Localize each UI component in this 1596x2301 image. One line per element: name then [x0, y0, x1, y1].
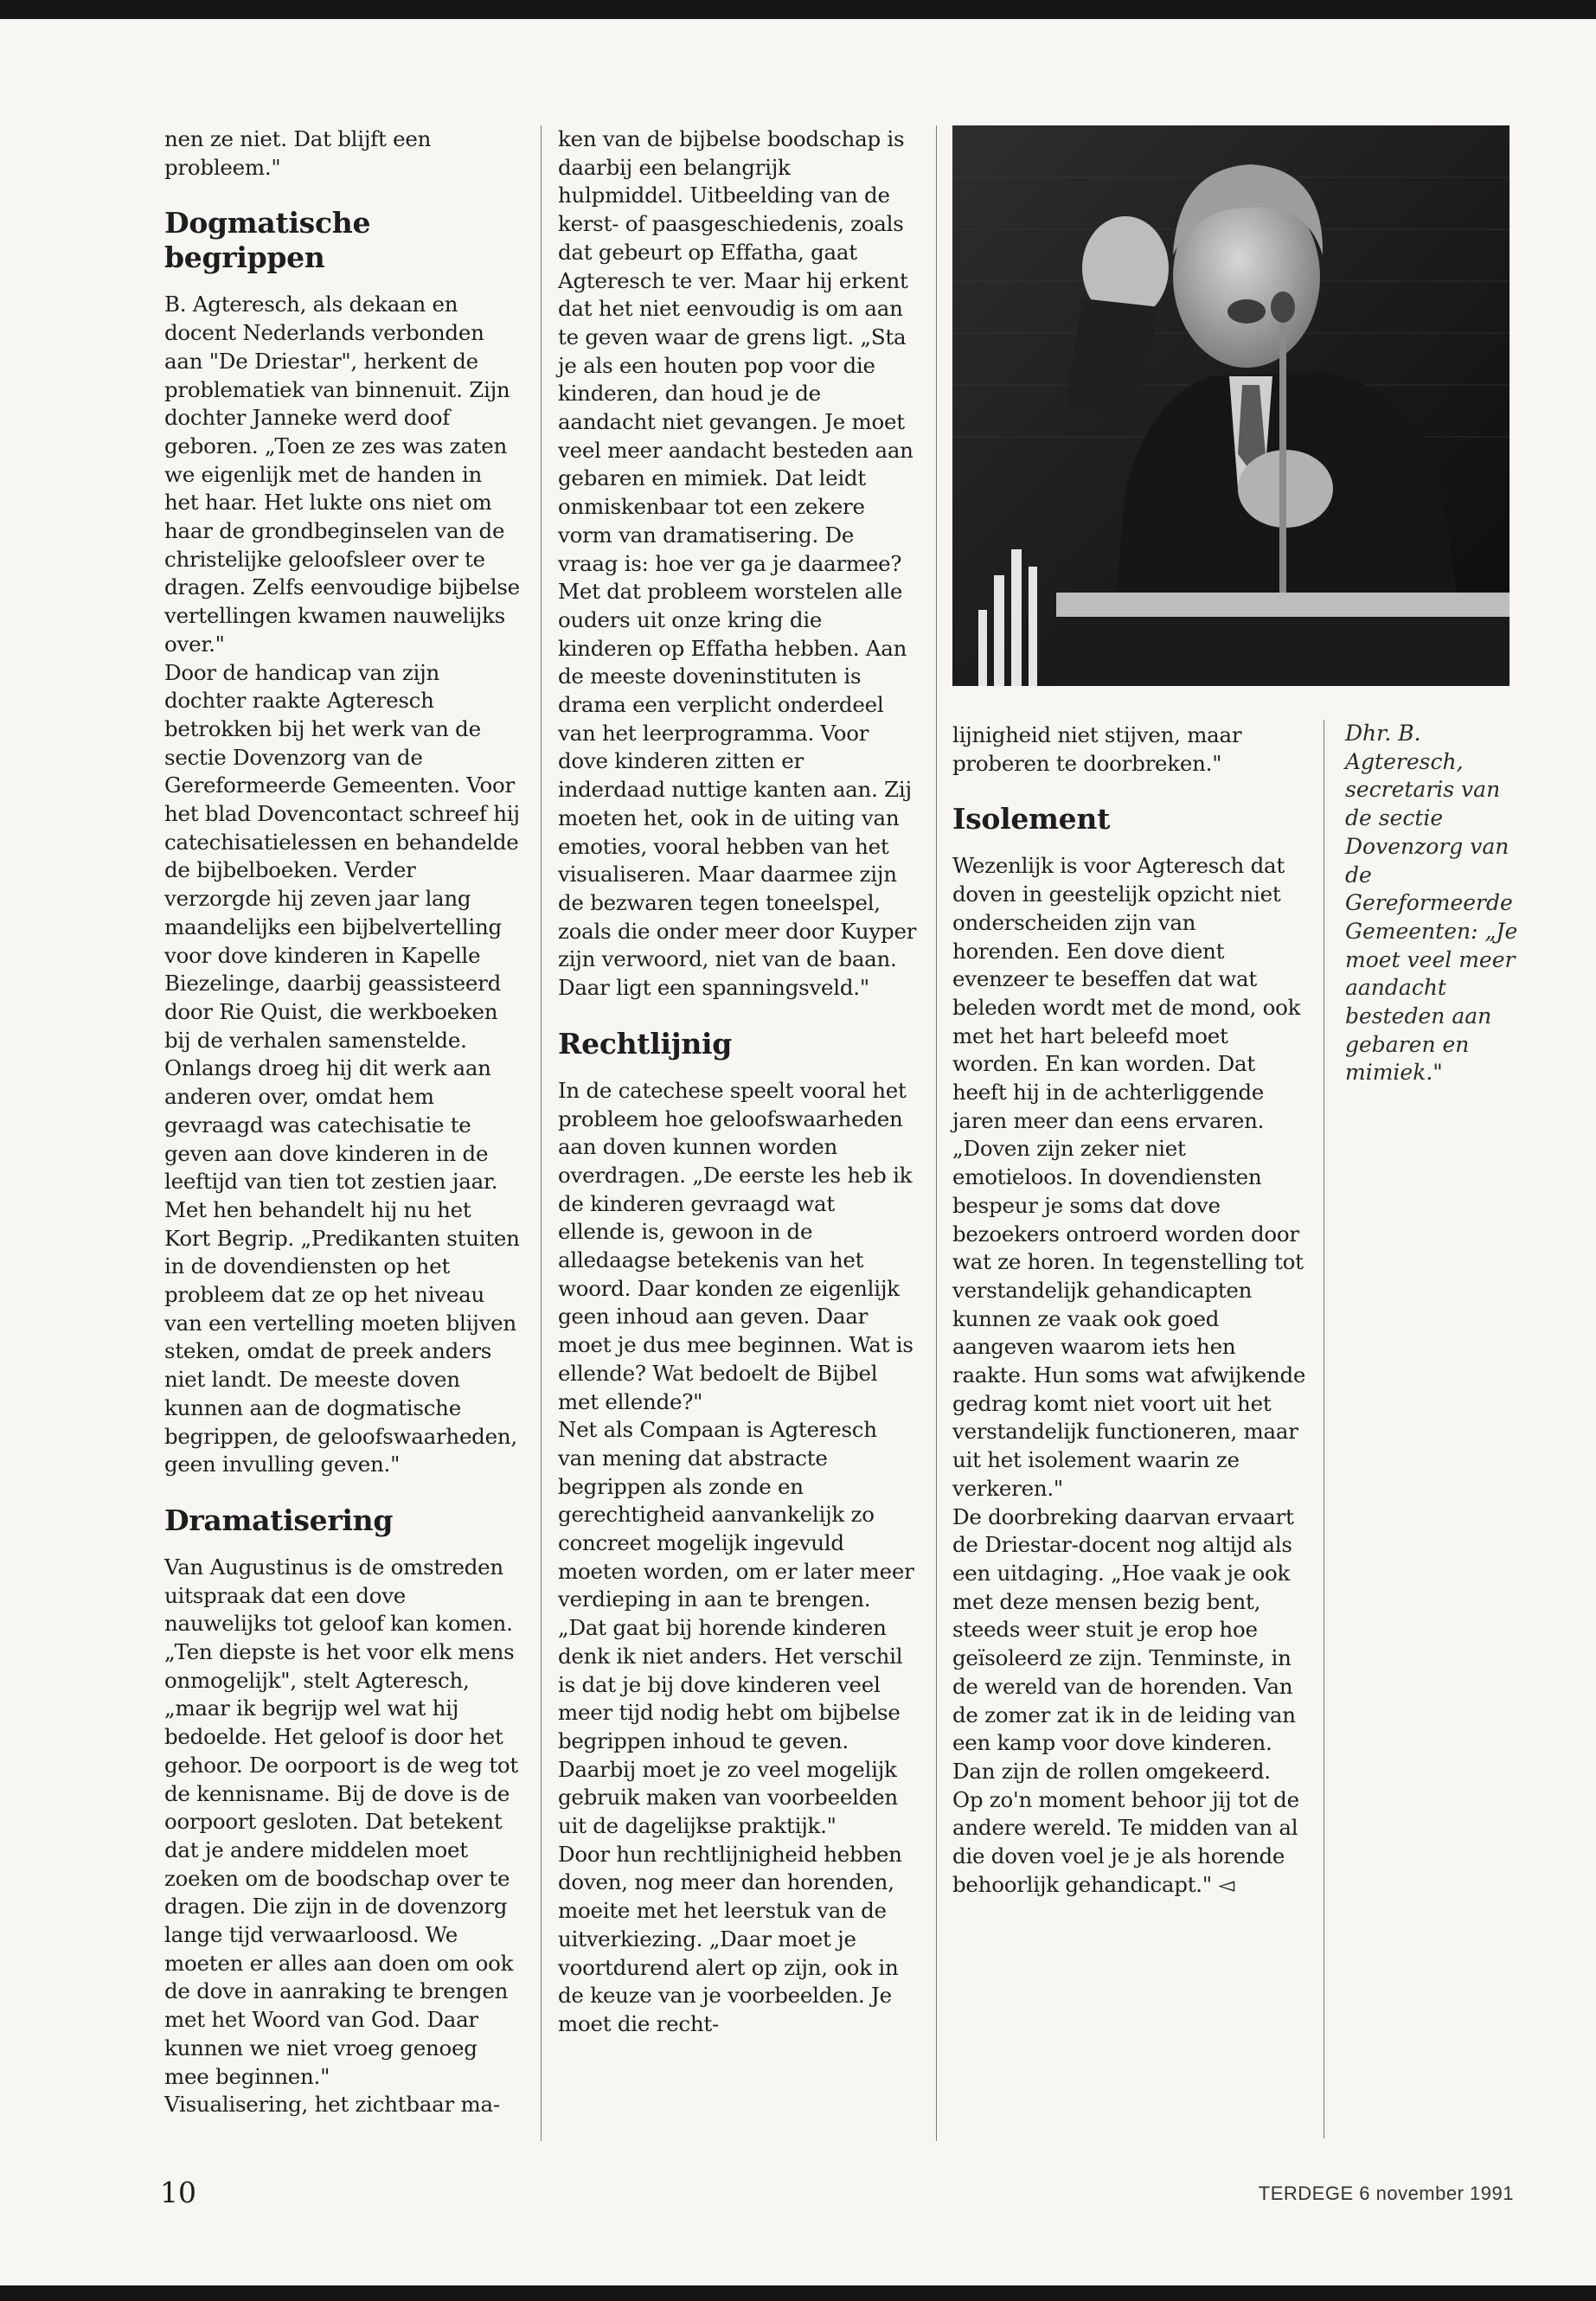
- article-paragraph: Van Augustinus is de omstreden uitspraak dat een dove nauwelijks tot geloof kan komen. „Ten diepste is het voor elk mens onmogelijk", stelt Agteresch, „maar ik begrijp wel wat hij bedoelde. Het geloof is door het gehoor. De oorpoort is de weg tot de kennisname. Bij de dove is de oorpoort gesloten. Dat betekent dat je andere middelen moet zoeken om de boodschap over te dragen. Die zijn in de dovenzorg lange tijd verwaarloosd. We moeten er alles aan doen om ook de dove in aanraking te brengen met het Woord van God. Daar kunnen we niet vroeg genoeg mee beginnen.": [164, 1554, 519, 2089]
- section-heading: Isolement: [952, 802, 1111, 836]
- article-paragraph: nen ze niet. Dat blijft een probleem.": [164, 126, 432, 180]
- photo-speaker-at-microphone-icon: [952, 125, 1509, 686]
- scan-bottom-border: [0, 2285, 1596, 2301]
- article-paragraph: De doorbreking daarvan ervaart de Driestar-docent nog altijd als een uitdaging. „Hoe vaak je ook met deze mensen bezig bent, steeds weer stuit je erop hoe geïsoleerd ze zijn. Tenminste, in de wereld van de horenden. Van de zomer zat ik in de leiding van een kamp voor dove kinderen. Dan zijn de rollen omgekeerd. Op zo'n moment behoor jij tot de andere wereld. Te midden van al die doven voel je je als horende behoorlijk gehandicapt." ◅: [952, 1503, 1299, 1897]
- section-heading: Rechtlijnig: [558, 1026, 733, 1061]
- article-paragraph: Door de handicap van zijn dochter raakte Agteresch betrokken bij het werk van de sectie Dovenzorg van de Gereformeerde Gemeenten. Voor het blad Dovencontact schreef hij catechisatielessen en behandelde de bijbelboeken. Verder verzorgde hij zeven jaar lang maandelijks een bijbelvertelling voor dove kinderen in Kapelle Biezelinge, daarbij geassisteerd door Rie Quist, die werkboeken bij de verhalen samenstelde. Onlangs droeg hij dit werk aan anderen over, omdat hem gevraagd was catechisatie te geven aan dove kinderen in de leeftijd van tien tot zestien jaar. Met hen behandelt hij nu het Kort Begrip. „Predikanten stuiten in de dovendiensten op het probleem dat ze op het niveau van een vertelling moeten blijven steken, omdat de preek anders niet landt. De meeste doven kunnen aan de dogmatische begrippen, de geloofswaarheden, geen invulling geven.": [164, 659, 520, 1477]
- article-paragraph: lijnigheid niet stijven, maar proberen te doorbreken.": [952, 722, 1242, 776]
- article-paragraph: In de catechese speelt vooral het probleem hoe geloofswaarheden aan doven kunnen worden overdragen. „De eerste les heb ik de kinderen gevraagd wat ellende is, gewoon in de alledaagse betekenis van het woord. Daar konden ze eigenlijk geen inhoud aan geven. Daar moet je dus mee beginnen. Wat is ellende? Wat bedoelt de Bijbel met ellende?": [558, 1077, 913, 1414]
- article-column-2: [558, 125, 917, 2039]
- column-rule: [936, 125, 937, 2141]
- page-number: 10: [160, 2176, 196, 2209]
- section-heading: Dramatisering: [164, 1503, 394, 1537]
- article-column-1: [164, 125, 521, 2119]
- photo-caption: Dhr. B. Agteresch, secretaris van de sectie Dovenzorg van de Gereformeerde Gemeenten: „Je moet veel meer aandacht besteden aan gebaren en mimiek.": [1345, 721, 1518, 1086]
- article-paragraph: Net als Compaan is Agteresch van mening dat abstracte begrippen als zonde en gerechtigheid aanvankelijk zo concreet mogelijk ingevuld moeten worden, om er later meer verdieping in aan te brengen. „Dat gaat bij horende kinderen denk ik niet anders. Het verschil is dat je bij dove kinderen veel meer tijd nodig hebt om bijbelse begrippen inhoud te geven. Daarbij moet je zo veel mogelijk gebruik maken van voorbeelden uit de dagelijkse praktijk.": [558, 1417, 914, 1839]
- article-paragraph: B. Agteresch, als dekaan en docent Nederlands verbonden aan "De Driestar", herkent de problematiek van binnenuit. Zijn dochter Janneke werd doof geboren. „Toen ze zes was zaten we eigenlijk met de handen in het haar. Het lukte ons niet om haar de grondbeginselen van de christelijke geloofsleer over te dragen. Zelfs eenvoudige bijbelse vertellingen kwamen nauwelijks over.": [164, 292, 520, 657]
- article-paragraph: Visualisering, het zichtbaar ma-: [164, 2092, 500, 2118]
- column-rule: [541, 125, 542, 2141]
- section-heading: Dogmatische begrippen: [164, 206, 371, 275]
- article-paragraph: „Doven zijn zeker niet emotieloos. In dovendiensten bespeur je soms dat dove bezoekers ontroerd worden door wat ze horen. In tegenstelling tot verstandelijk gehandicapten kunnen ze vaak ook goed aangeven waarom iets hen raakte. Hun soms wat afwijkende gedrag komt niet voort uit het verstandelijk functioneren, maar uit het isolement waarin ze verkeren.": [952, 1136, 1306, 1501]
- publication-footer: TERDEGE 6 november 1991: [1258, 2182, 1514, 2204]
- article-paragraph: Wezenlijk is voor Agteresch dat doven in geestelijk opzicht niet onderscheiden zijn van horenden. Een dove dient evenzeer te beseffen dat wat beleden wordt met de mond, ook met het hart beleefd moet worden. En kan worden. Dat heeft hij in de achterliggende jaren meer dan eens ervaren.: [952, 853, 1301, 1133]
- speaker-photo: [952, 125, 1509, 686]
- article-paragraph: Door hun rechtlijnigheid hebben doven, nog meer dan horenden, moeite met het leerstuk van de uitverkiezing. „Daar moet je voortdurend alert op zijn, ook in de keuze van je voorbeelden. Je moet die recht-: [558, 1841, 902, 2036]
- article-paragraph: ken van de bijbelse boodschap is daarbij een belangrijk hulpmiddel. Uitbeelding van de kerst- of paasgeschiedenis, zoals dat gebeurt op Effatha, gaat Agteresch te ver. Maar hij erkent dat het niet eenvoudig is om aan te geven waar de grens ligt. „Sta je als een houten pop voor die kinderen, dan houd je de aandacht niet gevangen. Je moet veel meer aandacht besteden aan gebaren en mimiek. Dat leidt onmiskenbaar tot een zekere vorm van dramatisering. De vraag is: hoe ver ga je daarmee?: [558, 126, 913, 576]
- article-column-3: [952, 721, 1307, 1899]
- scan-top-border: [0, 0, 1596, 19]
- article-paragraph: Met dat probleem worstelen alle ouders uit onze kring die kinderen op Effatha hebben. Aan de meeste doveninstituten is drama een verplicht onderdeel van het leerprogramma. Voor dove kinderen zitten er inderdaad nuttige kanten aan. Zij moeten het, ook in de uiting van emoties, vooral hebben van het visualiseren. Maar daarmee zijn de bezwaren tegen toneelspel, zoals die onder meer door Kuyper zijn verwoord, niet van de baan. Daar ligt een spanningsveld.": [558, 579, 917, 1001]
